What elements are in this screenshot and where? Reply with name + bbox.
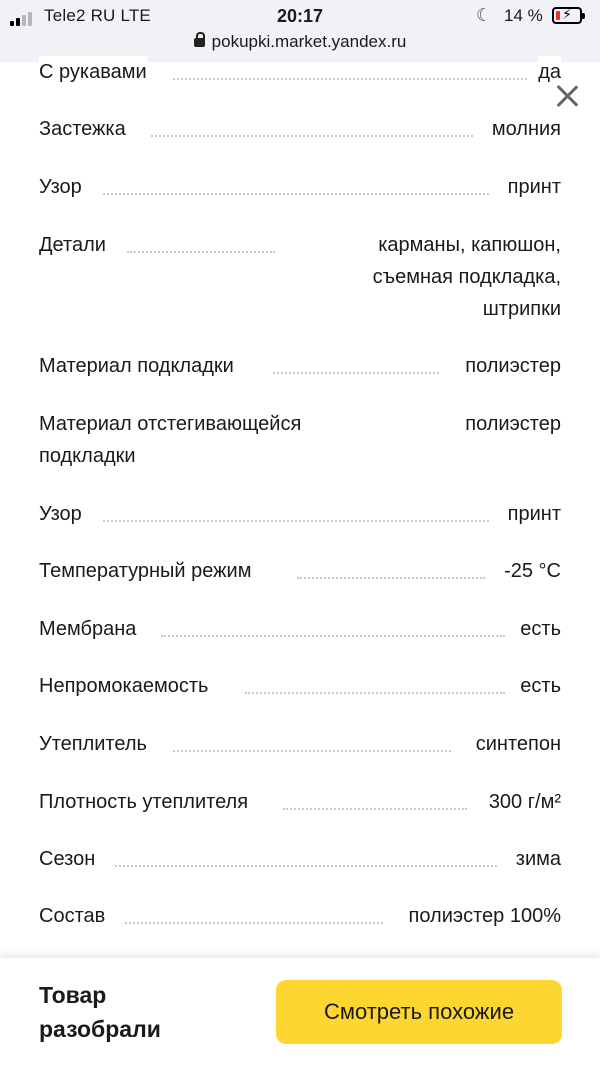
spec-row [39,786,561,818]
spec-name: Сезон [39,843,95,875]
spec-value: полиэстер [465,408,561,440]
spec-leader [273,372,439,374]
spec-value: молния [492,113,561,145]
spec-row [39,229,561,325]
spec-value: есть [520,613,561,645]
spec-value: есть [520,670,561,702]
spec-value: -25 °C [504,555,561,587]
spec-leader [283,808,467,810]
spec-row [39,498,561,530]
spec-leader [103,193,489,195]
spec-value-multiline [373,229,561,325]
spec-leader [173,78,527,80]
spec-name: Детали [39,229,106,261]
spec-name-line: подкладки [39,445,136,467]
status-row [0,6,600,28]
spec-name-multiline [39,408,301,472]
spec-name: Непромокаемость [39,670,208,702]
spec-name: Утеплитель [39,728,147,760]
battery-percent: 14 % [504,6,543,25]
spec-leader [127,251,275,253]
spec-row [39,350,561,382]
spec-name: Мембрана [39,613,136,645]
spec-leader [151,135,473,137]
spec-leader [115,865,497,867]
view-similar-button[interactable]: Смотреть похожие [276,980,562,1044]
url-text: pokupki.market.yandex.ru [211,32,407,51]
spec-value: синтепон [476,728,561,760]
spec-row [39,56,561,88]
spec-value: принт [508,171,561,203]
clock: 20:17 [276,6,324,26]
spec-name: Узор [39,498,82,530]
bottom-action-bar [0,958,600,1066]
spec-value: полиэстер 100% [409,900,561,932]
spec-row [39,408,561,472]
spec-name: Температурный режим [39,555,251,587]
spec-row [39,555,561,587]
spec-name: Плотность утеплителя [39,786,248,818]
spec-value: зима [516,843,561,875]
spec-name: Материал подкладки [39,350,234,382]
spec-value: 300 г/м² [489,786,561,818]
moon-icon: ☾ [476,5,493,25]
spec-leader [103,520,489,522]
spec-value: принт [508,498,561,530]
spec-leader [297,577,485,579]
spec-row [39,900,561,932]
spec-name: Застежка [39,113,126,145]
spec-leader [161,635,505,637]
spec-row [39,171,561,203]
carrier-label: Tele2 RU LTE [44,6,151,25]
spec-value: да [538,56,561,88]
sold-out-line: Товар [39,982,107,1008]
spec-leader [125,922,383,924]
spec-value: полиэстер [465,350,561,382]
spec-row [39,670,561,702]
lock-icon [194,38,205,47]
spec-row [39,728,561,760]
sold-out-line: разобрали [39,1016,161,1042]
spec-row [39,843,561,875]
spec-leader [173,750,451,752]
spec-leader [245,692,505,694]
spec-row [39,113,561,145]
spec-value-line: карманы, капюшон, [378,234,561,256]
status-bar [0,0,600,62]
sold-out-label [39,978,239,1046]
spec-name-line: Материал отстегивающейся [39,413,302,435]
spec-value-line: штрипки [482,298,561,320]
spec-row [39,613,561,645]
spec-name: С рукавами [39,56,147,88]
address-bar[interactable] [0,32,600,52]
spec-value-line: съемная подкладка, [372,266,561,288]
battery-charging-icon: ⚡ [552,7,582,24]
close-icon[interactable] [552,80,584,112]
spec-name: Состав [39,900,105,932]
spec-name: Узор [39,171,82,203]
